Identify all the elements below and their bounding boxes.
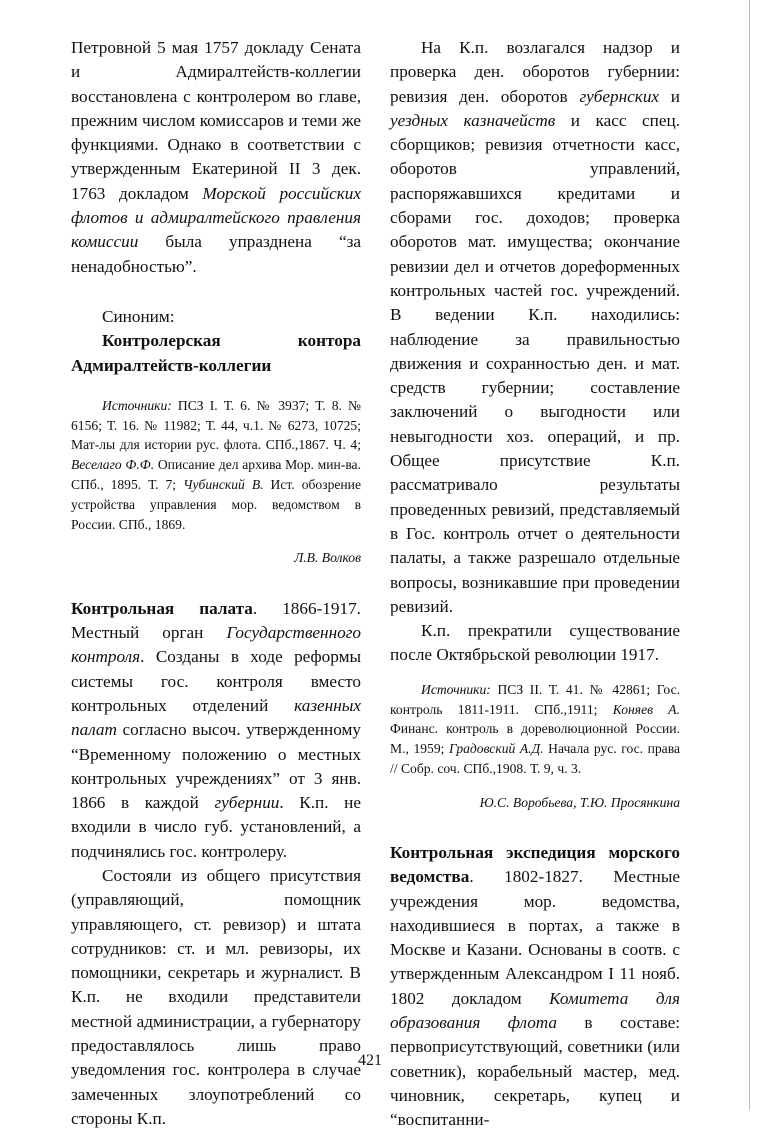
synonym-title: Контролерская контора Адмиралтейств-коллегии	[71, 331, 361, 375]
entry-kontrolnaya-palata: Контрольная палата. 1866-1917. Местный орган Государственного контроля. Созданы в ходе реформы системы гос. контроля вместо контрольных отделений казенных палат согласно высоч. утвержденному “Временному положению о местных контрольных учреждениях” от 3 янв. 1866 в каждой губернии. К.п. не входили в число губ. установлений, а подчинялись гос. контролеру.	[71, 598, 361, 861]
synonym-label: Синоним:	[102, 306, 175, 326]
paragraph-continued: Петровной 5 мая 1757 докладу Сената и Адмиралтейств-коллегии восстановлена с контролером во главе, прежним числом комиссаров и теми же функциями. Однако в соответствии с утвержденным Екатериной II 3 дек. 1763 докладом Морской российских флотов и адмиралтейского правления комиссии была упразднена “за ненадобностью”.	[71, 38, 361, 276]
sources-block: Источники: ПСЗ II. Т. 41. № 42861; Гос. контроль 1811-1911. СПб.,1911; Коняев А. Финанс. контроль в дореволюционной России. М., 1959; Градовский А.Д. Начала рус. гос. права // Собр. соч. СПб.,1908. Т. 9, ч. 3.	[390, 681, 680, 776]
left-column	[71, 36, 361, 1131]
paragraph: На К.п. возлагался надзор и проверка ден. оборотов губернии: ревизия ден. оборотов губернских и уездных казначейств и касс спец. сборщиков; ревизия отчетности касс, оборотов управлений, распоряжавшихся кредитами и сборами гос. доходов; проверка оборотов мат. имущества; окончание ревизии дел и отчетов дореформенных контрольных частей гос. учреждений. В ведении К.п. находились: наблюдение за правильностью движения и сохранностью ден. и мат. средств губернии; составление заключений о выгодности или невыгодности хоз. операций, и пр. Общее присутствие К.п. рассматривало результаты проведенных ревизий, представляемый в Гос. контроль отчет о деятельности палаты, а также разрешало отдельные вопросы, возникавшие при проведении ревизий.	[390, 38, 681, 616]
author-signature: Ю.С. Воробьева, Т.Ю. Просянкина	[479, 794, 680, 810]
author-signature: Л.В. Волков	[294, 550, 361, 566]
entry-title: Контрольная экспедиция морского ведомства	[390, 843, 680, 887]
paragraph: К.п. прекратили существование после Октябрьской революции 1917.	[390, 621, 680, 665]
right-column	[390, 36, 680, 1133]
sources-block: Источники: ПСЗ I. Т. 6. № 3937; Т. 8. № 6156; Т. 16. № 11982; Т. 44, ч.1. № 6273, 10725; Мат-лы для истории рус. флота. СПб.,1867. Ч. 4; Веселаго Ф.Ф. Описание дел архива Мор. мин-ва. СПб., 1895. Т. 7; Чубинский В. Ист. обозрение устройства управления мор. ведомством в России. СПб., 1869.	[71, 397, 361, 532]
paragraph: Состояли из общего присутствия (управляющий, помощник управляющего, ст. ревизор) и штата сотрудников: ст. и мл. ревизоры, их помощники, секретарь и журналист. В К.п. не входили представители местной администрации, а губернатору предоставлялось лишь право уведомления гос. контролера в случае замеченных злоупотреблений со стороны К.п.	[71, 866, 361, 1128]
entry-title: Контрольная палата	[71, 598, 253, 618]
entry-kontrolnaya-ekspeditsiya: Контрольная экспедиция морского ведомства. 1802-1827. Местные учреждения мор. ведомства, находившиеся в портах, а также в Москве и Казани. Основаны в соотв. с утвержденным Александром I 11 нояб. 1802 докладом Комитета для образования флота в составе: первоприсутствующий, советники (или советник), корабельный мастер, мед. чиновник, секретарь, купец и “воспитанни-	[390, 843, 680, 1130]
page-number: 421	[358, 1052, 382, 1069]
page-edge-line	[749, 0, 750, 1110]
